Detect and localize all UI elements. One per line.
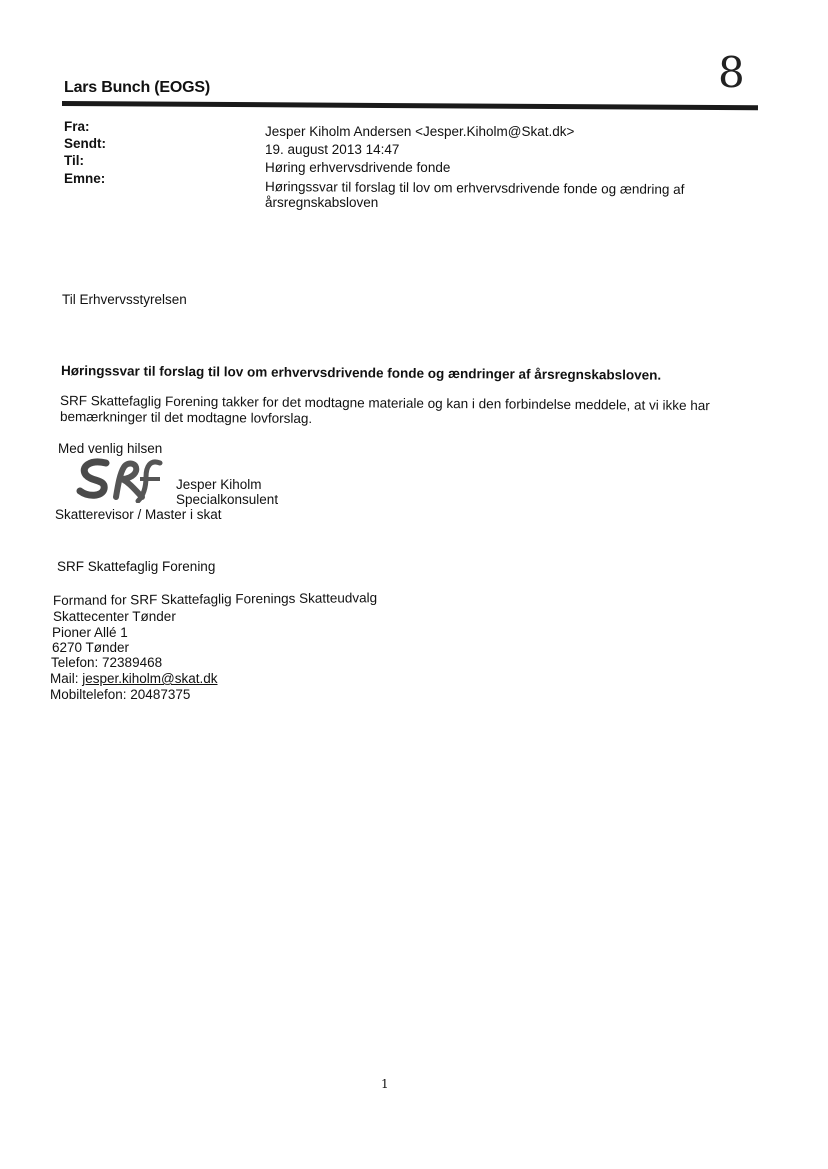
subject-value-line2: årsregnskabsloven bbox=[265, 195, 379, 210]
footer-page-number: 1 bbox=[381, 1077, 389, 1091]
subject-value-line1: Høringssvar til forslag til lov om erhvervsdrivende fonde og ændring af bbox=[264, 179, 685, 197]
from-value: Jesper Kiholm Andersen <Jesper.Kiholm@Skat.dk> bbox=[265, 124, 575, 139]
contact-office: Skattecenter Tønder bbox=[53, 609, 176, 624]
paragraph-line2: bemærkninger til det modtagne lovforslag. bbox=[59, 409, 313, 426]
srf-logo bbox=[76, 457, 166, 503]
organization-name: SRF Skattefaglig Forening bbox=[57, 559, 216, 574]
body-heading: Høringssvar til forslag til lov om erhvervsdrivende fonde og ændringer af årsregnskabsloven. bbox=[60, 363, 662, 383]
closing: Med venlig hilsen bbox=[58, 441, 163, 456]
greeting: Til Erhvervsstyrelsen bbox=[62, 292, 187, 307]
contact-role: Formand for SRF Skattefaglig Forenings Skatteudvalg bbox=[52, 590, 378, 608]
contact-city: 6270 Tønder bbox=[52, 640, 130, 655]
contact-phone: Telefon: 72389468 bbox=[51, 655, 163, 670]
to-label: Til: bbox=[64, 153, 84, 168]
sent-value: 19. august 2013 14:47 bbox=[265, 142, 400, 157]
sender-header: Lars Bunch (EOGS) bbox=[64, 79, 210, 96]
handwritten-page-mark: 8 bbox=[718, 48, 745, 97]
contact-street: Pioner Allé 1 bbox=[52, 625, 128, 640]
paragraph-line1: SRF Skattefaglig Forening takker for det modtagne materiale og kan i den forbindelse meddele, at vi ikke har bbox=[59, 393, 710, 414]
header-rule bbox=[62, 101, 758, 110]
contact-mail-label: Mail: bbox=[50, 671, 83, 686]
sent-label: Sendt: bbox=[64, 136, 106, 151]
contact-mail-link[interactable]: jesper.kiholm@skat.dk bbox=[82, 671, 218, 686]
contact-mobile: Mobiltelefon: 20487375 bbox=[50, 687, 191, 702]
contact-mail bbox=[50, 671, 218, 686]
signature-qualification: Skatterevisor / Master i skat bbox=[55, 507, 222, 522]
logo-text: SRF bbox=[76, 457, 78, 458]
from-label: Fra: bbox=[64, 119, 90, 134]
signature-name: Jesper Kiholm bbox=[176, 477, 262, 492]
subject-label: Emne: bbox=[64, 171, 106, 186]
signature-title: Specialkonsulent bbox=[176, 492, 279, 507]
to-value: Høring erhvervsdrivende fonde bbox=[265, 160, 451, 175]
